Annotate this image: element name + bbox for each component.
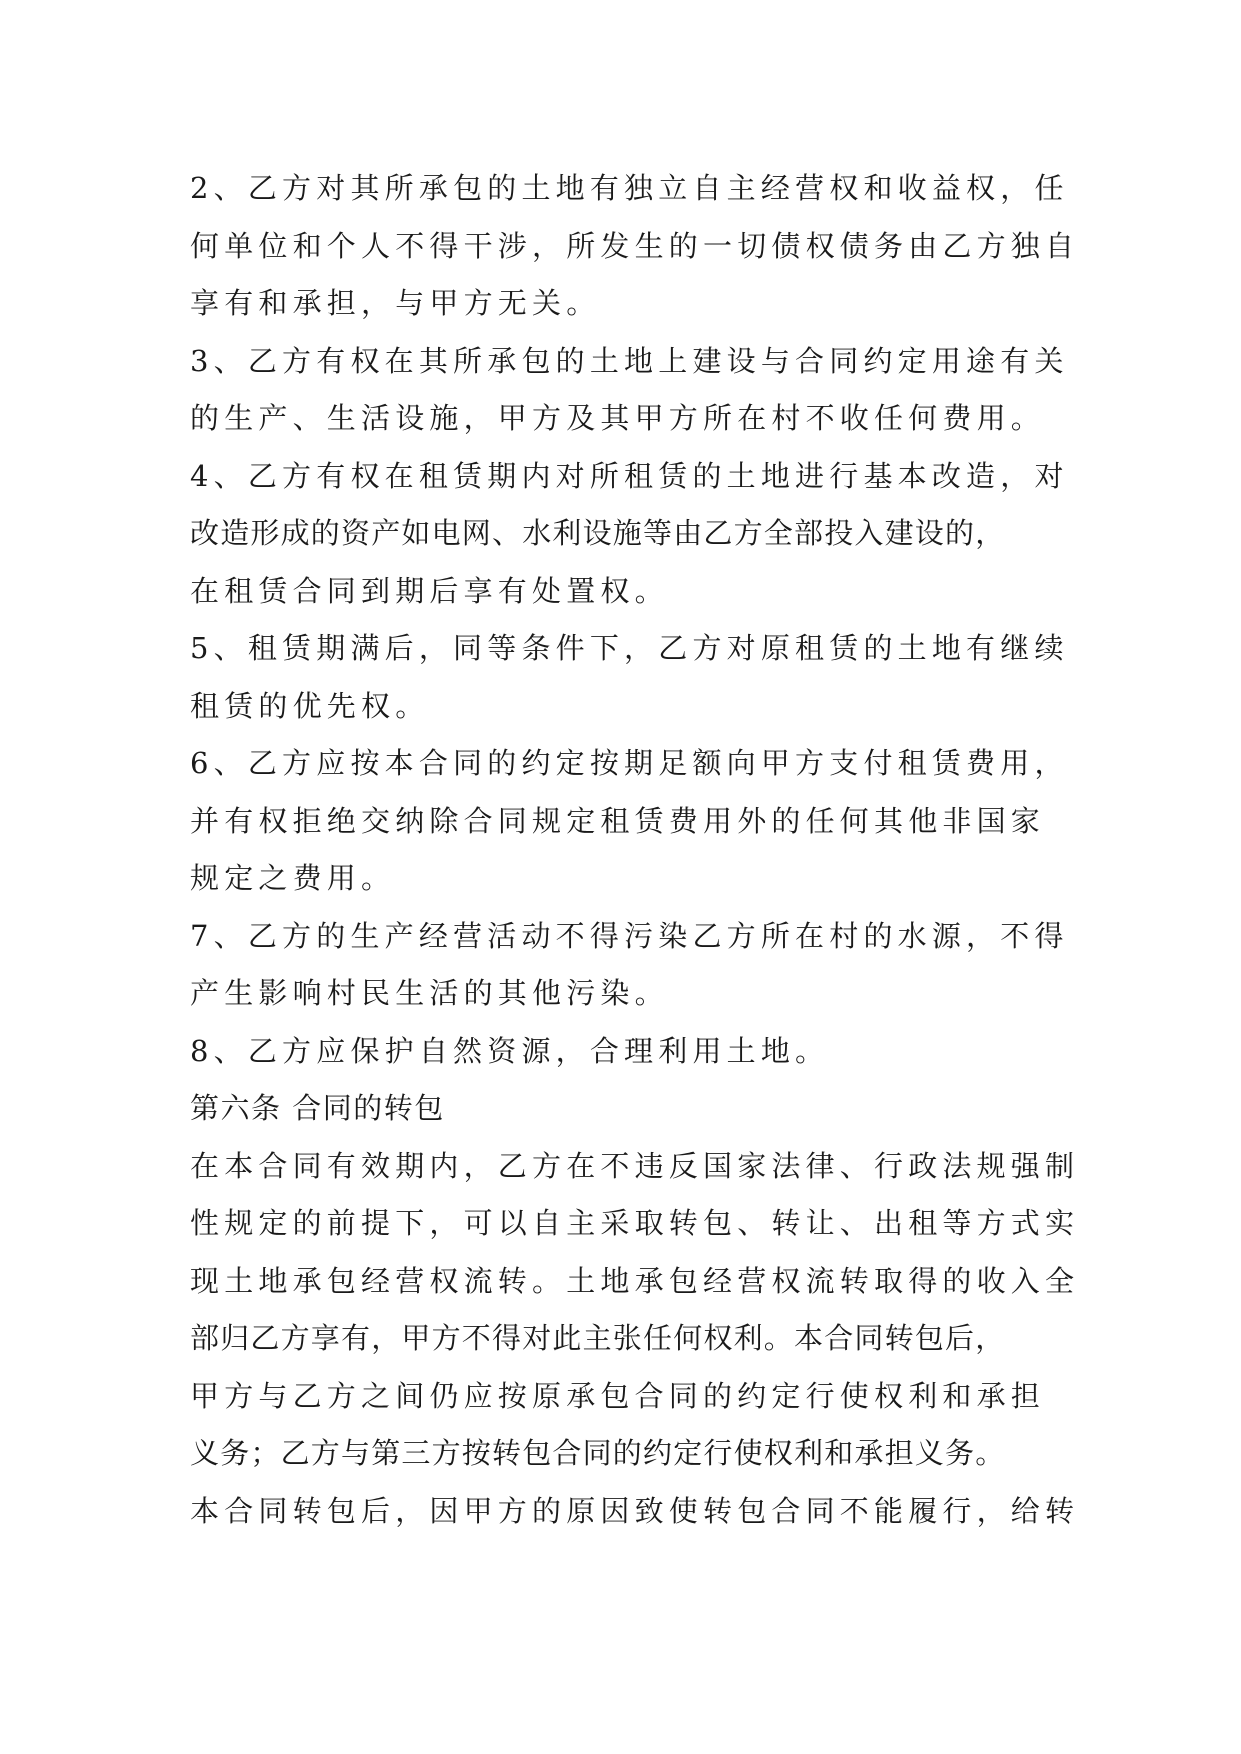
text-line: 8、乙方应保护自然资源，合理利用土地。 — [190, 1033, 830, 1068]
text-line: 产生影响村民生活的其他污染。 — [190, 976, 669, 1010]
text-line: 7、乙方的生产经营活动不得污染乙方所在村的水源，不得 — [190, 918, 1069, 953]
text-line: 5、租赁期满后，同等条件下，乙方对原租赁的土地有继续 — [190, 631, 1069, 665]
text-line: 的生产、生活设施，甲方及其甲方所在村不收任何费用。 — [190, 401, 1046, 435]
text-line: 3、乙方有权在其所承包的土地上建设与合同约定用途有关 — [190, 343, 1069, 378]
text-line: 在本合同有效期内，乙方在不违反国家法律、行政法规强制 — [190, 1148, 1080, 1183]
text-line: 改造形成的资产如电网、水利设施等由乙方全部投入建设的， — [190, 516, 1006, 550]
text-line: 何单位和个人不得干涉，所发生的一切债权债务由乙方独自 — [190, 228, 1080, 263]
text-line: 在租赁合同到期后享有处置权。 — [190, 573, 669, 608]
text-line: 性规定的前提下，可以自主采取转包、转让、出租等方式实 — [190, 1206, 1080, 1240]
text-line: 享有和承担，与甲方无关。 — [190, 286, 601, 320]
text-line: 规定之费用。 — [190, 861, 396, 895]
text-line: 租赁的优先权。 — [190, 688, 430, 723]
text-line: 4、乙方有权在租赁期内对所租赁的土地进行基本改造，对 — [190, 458, 1069, 493]
text-line: 本合同转包后，因甲方的原因致使转包合同不能履行，给转 — [190, 1493, 1080, 1528]
document-body — [190, 160, 1080, 1540]
section-heading: 第六条 合同的转包 — [190, 1091, 445, 1125]
text-line: 义务；乙方与第三方按转包合同的约定行使权利和承担义务。 — [190, 1436, 1006, 1470]
text-line: 甲方与乙方之间仍应按原承包合同的约定行使权利和承担 — [190, 1378, 1046, 1413]
text-line: 2、乙方对其所承包的土地有独立自主经营权和收益权，任 — [190, 171, 1069, 205]
text-line: 部归乙方享有，甲方不得对此主张任何权利。本合同转包后， — [190, 1321, 1006, 1355]
text-line: 现土地承包经营权流转。土地承包经营权流转取得的收入全 — [190, 1263, 1080, 1298]
text-line: 6、乙方应按本合同的约定按期足额向甲方支付租赁费用， — [190, 746, 1069, 780]
text-line: 并有权拒绝交纳除合同规定租赁费用外的任何其他非国家 — [190, 803, 1046, 838]
